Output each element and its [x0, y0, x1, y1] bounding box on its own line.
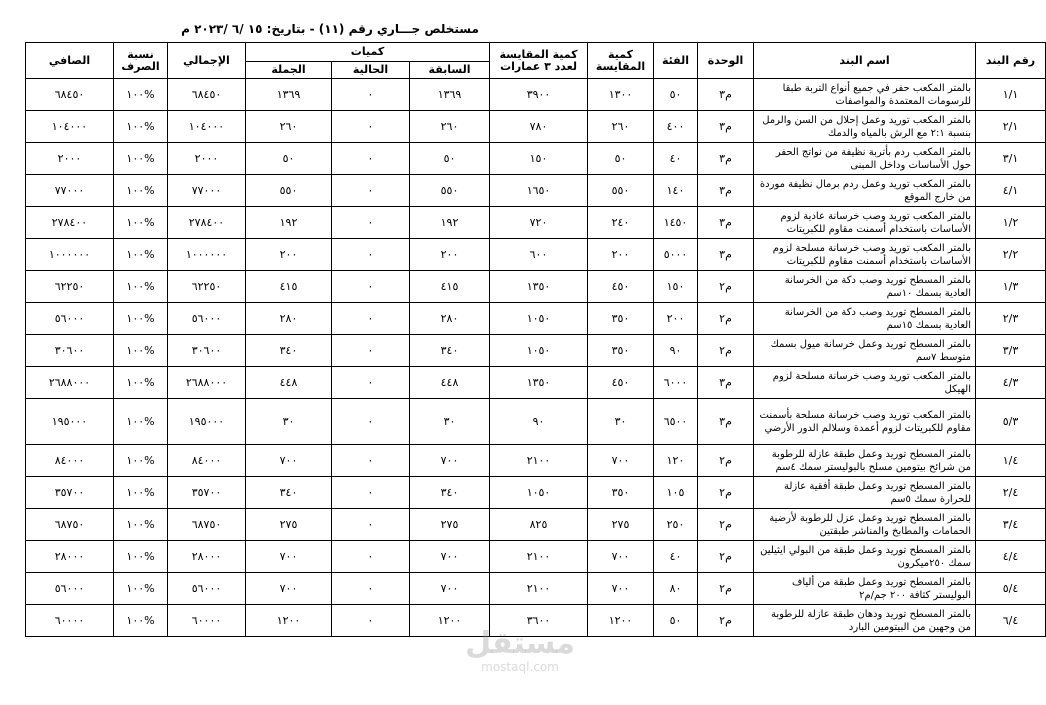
header-net: الصافي	[26, 43, 114, 79]
cell-unit: م٣	[698, 239, 754, 271]
cell-item-no: ١/٣	[976, 271, 1046, 303]
cell-disbursement-rate: %١٠٠	[114, 605, 168, 637]
cell-total-qty: ٢٨٠	[246, 303, 332, 335]
boq-table	[25, 42, 1046, 637]
header-item-no: رقم البند	[976, 43, 1046, 79]
cell-previous: ٢٦٠	[410, 111, 490, 143]
cell-previous: ١٩٢	[410, 207, 490, 239]
cell-category: ٥٠	[654, 605, 698, 637]
cell-contract-qty: ٢٧٥	[588, 509, 654, 541]
cell-unit: م٣	[698, 175, 754, 207]
cell-total-amount: ٢٠٠٠	[168, 143, 246, 175]
header-quantities: كميات	[246, 43, 490, 62]
table-row	[26, 335, 1046, 367]
cell-category: ٦٠٠٠	[654, 367, 698, 399]
cell-contract-qty: ٢٠٠	[588, 239, 654, 271]
cell-unit: م٢	[698, 477, 754, 509]
cell-net: ٢٨٠٠٠	[26, 541, 114, 573]
cell-category: ٥٠	[654, 79, 698, 111]
header-category: الفئة	[654, 43, 698, 79]
cell-total-amount: ٢٨٠٠٠	[168, 541, 246, 573]
cell-category: ٤٠	[654, 143, 698, 175]
cell-disbursement-rate: %١٠٠	[114, 367, 168, 399]
cell-contract-qty-3: ١٠٥٠	[490, 335, 588, 367]
cell-total-amount: ٦٠٠٠٠	[168, 605, 246, 637]
cell-total-amount: ٦٨٤٥٠	[168, 79, 246, 111]
cell-net: ٣٥٧٠٠	[26, 477, 114, 509]
cell-item-name: بالمتر المسطح توريد وعمل طبقة أفقية عازلة للحرارة سمك ٥سم	[754, 477, 976, 509]
cell-unit: م٢	[698, 509, 754, 541]
cell-previous: ٣٤٠	[410, 335, 490, 367]
cell-disbursement-rate: %١٠٠	[114, 79, 168, 111]
cell-item-name: بالمتر المسطح توريد وعمل عزل للرطوبة لأرضية الحمامات والمطابخ والمناشر طبقتين	[754, 509, 976, 541]
document-title: مستخلص جـــاري رقم (١١) - بتاريخ: ١٥ /٦ /٢٠٢٣ م	[181, 22, 479, 36]
cell-item-name: بالمتر المكعب ردم بأتربة نظيفة من نواتج الحفر حول الأساسات وداخل المبنى	[754, 143, 976, 175]
cell-disbursement-rate: %١٠٠	[114, 573, 168, 605]
cell-item-name: بالمتر المكعب توريد وصب خرسانة مسلحة لزوم الهيكل	[754, 367, 976, 399]
table-row	[26, 509, 1046, 541]
cell-disbursement-rate: %١٠٠	[114, 143, 168, 175]
table-header	[26, 43, 1046, 79]
cell-total-qty: ٧٠٠	[246, 573, 332, 605]
cell-item-no: ٤/٣	[976, 367, 1046, 399]
cell-current: ٠	[332, 541, 410, 573]
cell-unit: م٣	[698, 143, 754, 175]
cell-current: ٠	[332, 175, 410, 207]
table-row	[26, 271, 1046, 303]
cell-contract-qty-3: ١٠٥٠	[490, 303, 588, 335]
watermark-site: mostaql.com	[481, 660, 559, 674]
cell-item-name: بالمتر المسطح توريد ودهان طبقة عازلة للرطوبة من وجهين من البيتومين البارد	[754, 605, 976, 637]
cell-total-amount: ١٠٠٠٠٠٠	[168, 239, 246, 271]
cell-unit: م٢	[698, 335, 754, 367]
cell-net: ١٠٤٠٠٠	[26, 111, 114, 143]
cell-item-name: بالمتر المسطح توريد وعمل خرسانة ميول بسمك متوسط ٧سم	[754, 335, 976, 367]
cell-disbursement-rate: %١٠٠	[114, 239, 168, 271]
cell-contract-qty: ٥٠	[588, 143, 654, 175]
header-contract-qty-3: كمية المقايسة لعدد ٣ عمارات	[490, 43, 588, 79]
cell-item-no: ٤/١	[976, 175, 1046, 207]
table-row	[26, 445, 1046, 477]
table-row	[26, 79, 1046, 111]
table-row	[26, 111, 1046, 143]
table-row	[26, 143, 1046, 175]
cell-category: ١٢٠	[654, 445, 698, 477]
cell-current: ٠	[332, 303, 410, 335]
cell-category: ٢٠٠	[654, 303, 698, 335]
cell-item-name: بالمتر المسطح توريد وصب دكة من الخرسانة العادية بسمك ١٥سم	[754, 303, 976, 335]
cell-total-qty: ٢٧٥	[246, 509, 332, 541]
cell-total-qty: ٥٥٠	[246, 175, 332, 207]
cell-total-qty: ١٩٢	[246, 207, 332, 239]
cell-unit: م٢	[698, 303, 754, 335]
cell-net: ٦٨٧٥٠	[26, 509, 114, 541]
cell-contract-qty-3: ٢١٠٠	[490, 573, 588, 605]
cell-current: ٠	[332, 239, 410, 271]
cell-item-no: ٥/٣	[976, 399, 1046, 445]
cell-item-no: ٢/٢	[976, 239, 1046, 271]
cell-item-no: ٣/١	[976, 143, 1046, 175]
cell-disbursement-rate: %١٠٠	[114, 271, 168, 303]
cell-net: ١٠٠٠٠٠٠	[26, 239, 114, 271]
cell-contract-qty-3: ٦٠٠	[490, 239, 588, 271]
cell-item-no: ١/٢	[976, 207, 1046, 239]
cell-total-qty: ٧٠٠	[246, 445, 332, 477]
cell-unit: م٢	[698, 541, 754, 573]
cell-contract-qty: ٢٤٠	[588, 207, 654, 239]
cell-item-no: ١/١	[976, 79, 1046, 111]
cell-total-qty: ٤٤٨	[246, 367, 332, 399]
cell-unit: م٢	[698, 573, 754, 605]
cell-item-no: ٥/٤	[976, 573, 1046, 605]
cell-previous: ١٢٠٠	[410, 605, 490, 637]
cell-net: ٢٠٠٠	[26, 143, 114, 175]
cell-contract-qty-3: ١٥٠	[490, 143, 588, 175]
cell-contract-qty: ٧٠٠	[588, 573, 654, 605]
cell-net: ٥٦٠٠٠	[26, 303, 114, 335]
table-row	[26, 303, 1046, 335]
cell-total-amount: ٨٤٠٠٠	[168, 445, 246, 477]
cell-total-amount: ٢٦٨٨٠٠٠	[168, 367, 246, 399]
cell-total-amount: ٢٧٨٤٠٠	[168, 207, 246, 239]
cell-previous: ٧٠٠	[410, 573, 490, 605]
cell-current: ٠	[332, 509, 410, 541]
cell-total-qty: ١٢٠٠	[246, 605, 332, 637]
cell-total-qty: ٣٤٠	[246, 477, 332, 509]
cell-category: ٨٠	[654, 573, 698, 605]
cell-contract-qty-3: ١٣٥٠	[490, 367, 588, 399]
cell-item-name: بالمتر المسطح توريد وعمل طبقة عازلة للرطوبة من شرائح بيتومين مسلح بالبوليستر سمك ٤سم	[754, 445, 976, 477]
cell-item-name: بالمتر المكعب توريد وعمل ردم برمال نظيفة موردة من خارج الموقع	[754, 175, 976, 207]
cell-contract-qty: ٥٥٠	[588, 175, 654, 207]
cell-total-qty: ٣٤٠	[246, 335, 332, 367]
cell-contract-qty: ٢٦٠	[588, 111, 654, 143]
cell-current: ٠	[332, 445, 410, 477]
cell-item-no: ٤/٤	[976, 541, 1046, 573]
cell-disbursement-rate: %١٠٠	[114, 207, 168, 239]
cell-contract-qty: ١٣٠٠	[588, 79, 654, 111]
cell-previous: ٢٧٥	[410, 509, 490, 541]
table-row	[26, 239, 1046, 271]
cell-unit: م٣	[698, 111, 754, 143]
cell-category: ٥٠٠٠	[654, 239, 698, 271]
table-row	[26, 175, 1046, 207]
header-total-qty: الجملة	[246, 62, 332, 79]
cell-net: ٧٧٠٠٠	[26, 175, 114, 207]
cell-category: ٤٠٠	[654, 111, 698, 143]
cell-current: ٠	[332, 79, 410, 111]
cell-unit: م٢	[698, 271, 754, 303]
cell-previous: ٤١٥	[410, 271, 490, 303]
header-item-name: اسم البند	[754, 43, 976, 79]
cell-item-name: بالمتر المسطح توريد وصب دكة من الخرسانة العادية بسمك ١٠سم	[754, 271, 976, 303]
watermark-logo: مستقل	[465, 626, 575, 661]
cell-contract-qty: ٣٠	[588, 399, 654, 445]
cell-net: ٢٧٨٤٠٠	[26, 207, 114, 239]
cell-total-qty: ٢٦٠	[246, 111, 332, 143]
cell-item-name: بالمتر المكعب توريد وصب خرسانة مسلحة لزوم الأساسات باستخدام أسمنت مقاوم للكبريتات	[754, 239, 976, 271]
cell-item-name: بالمتر المكعب حفر في جميع أنواع التربة طبقا للرسومات المعتمدة والمواصفات	[754, 79, 976, 111]
cell-total-amount: ٣٥٧٠٠	[168, 477, 246, 509]
cell-item-name: بالمتر المسطح توريد وعمل طبقة من البولي ايثيلين سمك ٢٥٠ميكرون	[754, 541, 976, 573]
cell-contract-qty: ٤٥٠	[588, 271, 654, 303]
header-disbursement-rate: نسبة الصرف	[114, 43, 168, 79]
cell-contract-qty: ٣٥٠	[588, 477, 654, 509]
cell-unit: م٣	[698, 399, 754, 445]
cell-total-amount: ٥٦٠٠٠	[168, 573, 246, 605]
cell-contract-qty: ١٢٠٠	[588, 605, 654, 637]
cell-item-no: ٦/٤	[976, 605, 1046, 637]
cell-item-no: ٣/٤	[976, 509, 1046, 541]
cell-net: ٥٦٠٠٠	[26, 573, 114, 605]
cell-total-amount: ٣٠٦٠٠	[168, 335, 246, 367]
cell-category: ١٠٥	[654, 477, 698, 509]
cell-category: ٢٥٠	[654, 509, 698, 541]
cell-item-name: بالمتر المكعب توريد وعمل إحلال من السن والرمل بنسبة ٢:١ مع الرش بالمياه والدمك	[754, 111, 976, 143]
cell-total-qty: ٧٠٠	[246, 541, 332, 573]
cell-contract-qty-3: ١٠٥٠	[490, 477, 588, 509]
cell-item-no: ٢/٤	[976, 477, 1046, 509]
cell-total-qty: ٥٠	[246, 143, 332, 175]
cell-item-name: بالمتر المسطح توريد وعمل طبقة من ألياف البوليستر كثافة ٢٠٠ جم/م٢	[754, 573, 976, 605]
cell-total-qty: ٤١٥	[246, 271, 332, 303]
header-total-amount: الإجمالي	[168, 43, 246, 79]
cell-current: ٠	[332, 605, 410, 637]
cell-category: ٩٠	[654, 335, 698, 367]
table-row	[26, 541, 1046, 573]
cell-previous: ٢٨٠	[410, 303, 490, 335]
cell-current: ٠	[332, 143, 410, 175]
cell-total-amount: ٦٢٢٥٠	[168, 271, 246, 303]
cell-category: ٦٥٠٠	[654, 399, 698, 445]
cell-total-amount: ٧٧٠٠٠	[168, 175, 246, 207]
cell-item-no: ١/٤	[976, 445, 1046, 477]
cell-contract-qty: ٣٥٠	[588, 303, 654, 335]
header-current: الحالية	[332, 62, 410, 79]
cell-net: ٦٢٢٥٠	[26, 271, 114, 303]
cell-net: ٢٦٨٨٠٠٠	[26, 367, 114, 399]
cell-contract-qty: ٧٠٠	[588, 445, 654, 477]
cell-unit: م٢	[698, 445, 754, 477]
cell-item-no: ٢/٣	[976, 303, 1046, 335]
cell-contract-qty-3: ٢١٠٠	[490, 541, 588, 573]
cell-contract-qty-3: ٨٢٥	[490, 509, 588, 541]
cell-previous: ٢٠٠	[410, 239, 490, 271]
cell-contract-qty-3: ٩٠	[490, 399, 588, 445]
cell-contract-qty-3: ٧٨٠	[490, 111, 588, 143]
cell-previous: ١٣٦٩	[410, 79, 490, 111]
cell-disbursement-rate: %١٠٠	[114, 399, 168, 445]
cell-unit: م٣	[698, 207, 754, 239]
cell-disbursement-rate: %١٠٠	[114, 335, 168, 367]
cell-total-qty: ٢٠٠	[246, 239, 332, 271]
cell-current: ٠	[332, 399, 410, 445]
cell-total-amount: ٦٨٧٥٠	[168, 509, 246, 541]
cell-current: ٠	[332, 477, 410, 509]
cell-current: ٠	[332, 367, 410, 399]
cell-contract-qty: ٧٠٠	[588, 541, 654, 573]
header-contract-qty: كمية المقايسة	[588, 43, 654, 79]
cell-contract-qty-3: ٣٦٠٠	[490, 605, 588, 637]
cell-contract-qty-3: ١٦٥٠	[490, 175, 588, 207]
cell-disbursement-rate: %١٠٠	[114, 509, 168, 541]
table-row	[26, 605, 1046, 637]
cell-disbursement-rate: %١٠٠	[114, 541, 168, 573]
table-row	[26, 573, 1046, 605]
cell-item-name: بالمتر المكعب توريد وصب خرسانة مسلحة بأسمنت مقاوم للكبريتات لزوم أعمدة وسلالم الدور الأرضي	[754, 399, 976, 445]
table-row	[26, 367, 1046, 399]
cell-disbursement-rate: %١٠٠	[114, 175, 168, 207]
cell-previous: ٣٤٠	[410, 477, 490, 509]
table-row	[26, 477, 1046, 509]
cell-total-qty: ٣٠	[246, 399, 332, 445]
cell-previous: ٤٤٨	[410, 367, 490, 399]
cell-contract-qty-3: ١٣٥٠	[490, 271, 588, 303]
cell-previous: ٣٠	[410, 399, 490, 445]
cell-total-amount: ١٩٥٠٠٠	[168, 399, 246, 445]
cell-disbursement-rate: %١٠٠	[114, 477, 168, 509]
cell-unit: م٢	[698, 605, 754, 637]
cell-contract-qty-3: ٧٢٠	[490, 207, 588, 239]
cell-item-no: ٢/١	[976, 111, 1046, 143]
cell-current: ٠	[332, 271, 410, 303]
table-body	[26, 79, 1046, 637]
header-previous: السابقة	[410, 62, 490, 79]
cell-total-amount: ١٠٤٠٠٠	[168, 111, 246, 143]
cell-disbursement-rate: %١٠٠	[114, 445, 168, 477]
cell-contract-qty-3: ٣٩٠٠	[490, 79, 588, 111]
cell-net: ٦٠٠٠٠	[26, 605, 114, 637]
cell-previous: ٧٠٠	[410, 541, 490, 573]
cell-current: ٠	[332, 335, 410, 367]
cell-current: ٠	[332, 111, 410, 143]
header-unit: الوحدة	[698, 43, 754, 79]
cell-current: ٠	[332, 573, 410, 605]
cell-net: ٨٤٠٠٠	[26, 445, 114, 477]
cell-total-amount: ٥٦٠٠٠	[168, 303, 246, 335]
cell-net: ٦٨٤٥٠	[26, 79, 114, 111]
cell-unit: م٣	[698, 79, 754, 111]
cell-net: ١٩٥٠٠٠	[26, 399, 114, 445]
cell-contract-qty-3: ٢١٠٠	[490, 445, 588, 477]
table-row	[26, 399, 1046, 445]
cell-net: ٣٠٦٠٠	[26, 335, 114, 367]
cell-current: ٠	[332, 207, 410, 239]
cell-item-no: ٣/٣	[976, 335, 1046, 367]
cell-previous: ٥٥٠	[410, 175, 490, 207]
cell-unit: م٣	[698, 367, 754, 399]
cell-disbursement-rate: %١٠٠	[114, 303, 168, 335]
cell-item-name: بالمتر المكعب توريد وصب خرسانة عادية لزوم الأساسات باستخدام أسمنت مقاوم للكبريتات	[754, 207, 976, 239]
cell-previous: ٥٠	[410, 143, 490, 175]
cell-category: ١٤٠	[654, 175, 698, 207]
cell-contract-qty: ٣٥٠	[588, 335, 654, 367]
cell-previous: ٧٠٠	[410, 445, 490, 477]
cell-category: ١٤٥٠	[654, 207, 698, 239]
table-row	[26, 207, 1046, 239]
cell-category: ٤٠	[654, 541, 698, 573]
cell-contract-qty: ٤٥٠	[588, 367, 654, 399]
cell-category: ١٥٠	[654, 271, 698, 303]
cell-total-qty: ١٣٦٩	[246, 79, 332, 111]
cell-disbursement-rate: %١٠٠	[114, 111, 168, 143]
